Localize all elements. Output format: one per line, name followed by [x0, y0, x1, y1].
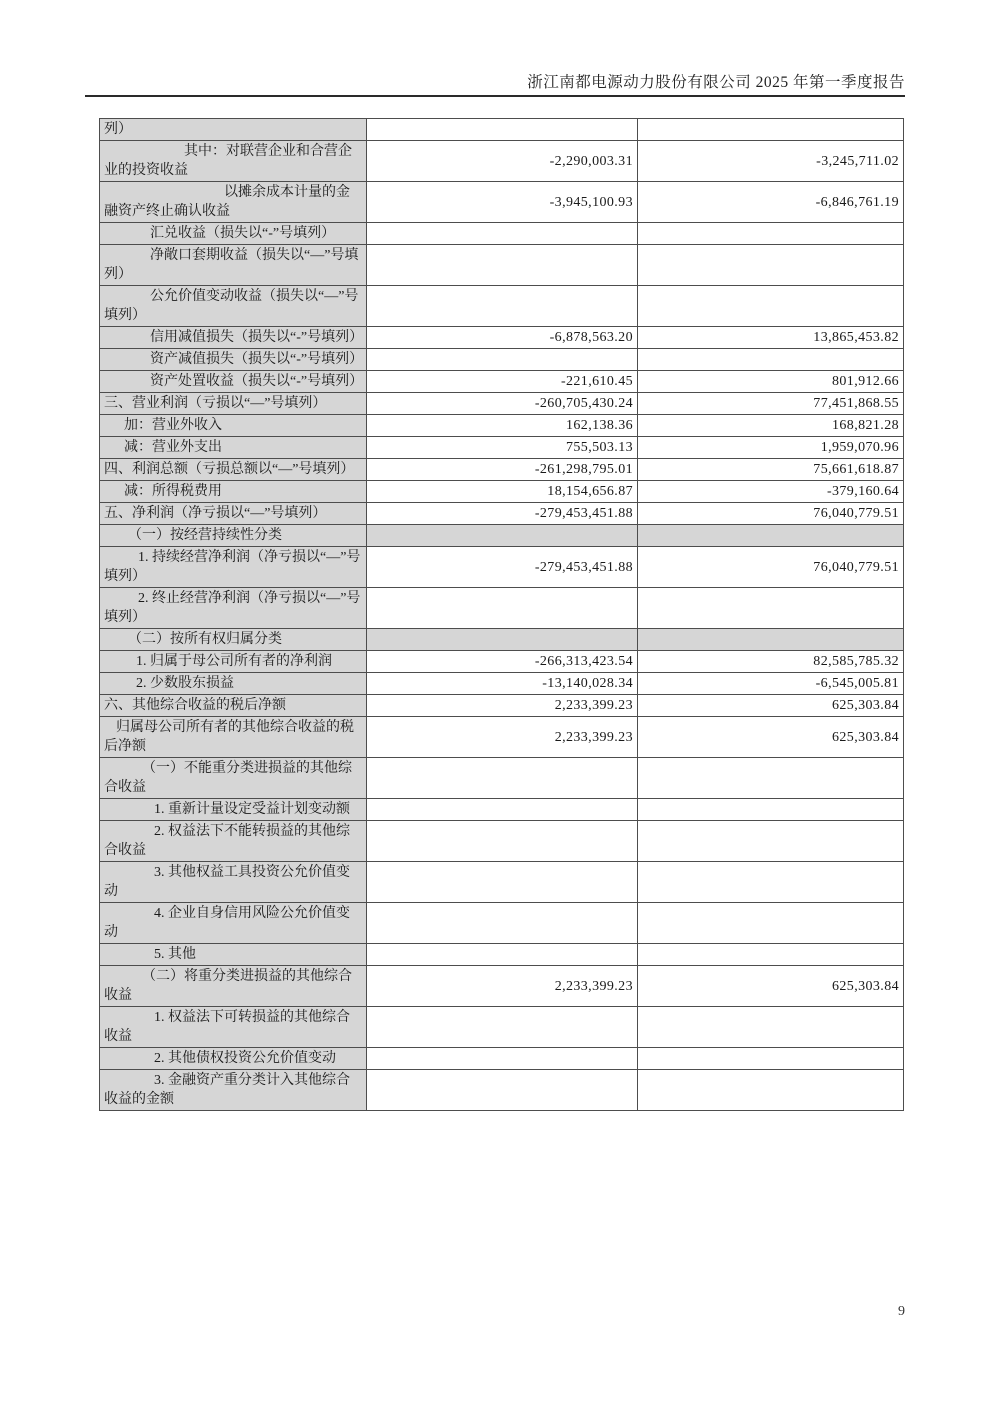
- prior-period-value: 75,661,618.87: [638, 459, 904, 481]
- table-row: [100, 437, 904, 459]
- prior-period-value: [638, 629, 904, 651]
- current-period-value: [367, 799, 638, 821]
- table-row: [100, 966, 904, 1007]
- table-row: [100, 223, 904, 245]
- table-row: [100, 1048, 904, 1070]
- current-period-value: [367, 349, 638, 371]
- prior-period-value: 13,865,453.82: [638, 327, 904, 349]
- table-row: [100, 903, 904, 944]
- current-period-value: [367, 944, 638, 966]
- page-number: 9: [898, 1304, 905, 1319]
- table-row: [100, 651, 904, 673]
- current-period-value: [367, 245, 638, 286]
- current-period-value: -13,140,028.34: [367, 673, 638, 695]
- prior-period-value: [638, 119, 904, 141]
- table-row: [100, 1007, 904, 1048]
- table-row: [100, 525, 904, 547]
- prior-period-value: [638, 903, 904, 944]
- current-period-value: [367, 286, 638, 327]
- current-period-value: [367, 1007, 638, 1048]
- current-period-value: [367, 588, 638, 629]
- table-row: [100, 1070, 904, 1111]
- current-period-value: -279,453,451.88: [367, 547, 638, 588]
- row-label: 汇兑收益（损失以“-”号填列）: [100, 223, 367, 245]
- row-label: （二）按所有权归属分类: [100, 629, 367, 651]
- table-row: [100, 459, 904, 481]
- table-row: [100, 371, 904, 393]
- table-row: [100, 944, 904, 966]
- prior-period-value: -6,846,761.19: [638, 182, 904, 223]
- row-label: 1. 权益法下可转损益的其他综合收益: [100, 1007, 367, 1048]
- row-label: 4. 企业自身信用风险公允价值变动: [100, 903, 367, 944]
- table-row: [100, 821, 904, 862]
- row-label: 3. 其他权益工具投资公允价值变动: [100, 862, 367, 903]
- current-period-value: [367, 525, 638, 547]
- row-label: 1. 持续经营净利润（净亏损以“—”号填列）: [100, 547, 367, 588]
- header-rule-divider: [85, 95, 905, 97]
- table-row: [100, 327, 904, 349]
- table-row: [100, 799, 904, 821]
- current-period-value: [367, 119, 638, 141]
- prior-period-value: 76,040,779.51: [638, 547, 904, 588]
- row-label: 加：营业外收入: [100, 415, 367, 437]
- table-row: [100, 245, 904, 286]
- current-period-value: -3,945,100.93: [367, 182, 638, 223]
- prior-period-value: [638, 223, 904, 245]
- prior-period-value: 801,912.66: [638, 371, 904, 393]
- row-label: 公允价值变动收益（损失以“—”号填列）: [100, 286, 367, 327]
- prior-period-value: 82,585,785.32: [638, 651, 904, 673]
- current-period-value: -260,705,430.24: [367, 393, 638, 415]
- prior-period-value: [638, 525, 904, 547]
- row-label: （一）按经营持续性分类: [100, 525, 367, 547]
- table-row: [100, 481, 904, 503]
- current-period-value: -6,878,563.20: [367, 327, 638, 349]
- table-row: [100, 758, 904, 799]
- current-period-value: [367, 629, 638, 651]
- current-period-value: 755,503.13: [367, 437, 638, 459]
- row-label: 5. 其他: [100, 944, 367, 966]
- prior-period-value: 625,303.84: [638, 695, 904, 717]
- row-label: 资产减值损失（损失以“-”号填列）: [100, 349, 367, 371]
- row-label: 六、其他综合收益的税后净额: [100, 695, 367, 717]
- prior-period-value: [638, 1070, 904, 1111]
- table-row: [100, 629, 904, 651]
- prior-period-value: 625,303.84: [638, 717, 904, 758]
- income-statement-table: [99, 118, 904, 1111]
- row-label: 资产处置收益（损失以“-”号填列）: [100, 371, 367, 393]
- table-row: [100, 695, 904, 717]
- current-period-value: [367, 862, 638, 903]
- current-period-value: -261,298,795.01: [367, 459, 638, 481]
- prior-period-value: [638, 821, 904, 862]
- row-label: 归属母公司所有者的其他综合收益的税后净额: [100, 717, 367, 758]
- current-period-value: -279,453,451.88: [367, 503, 638, 525]
- row-label: 其中：对联营企业和合营企业的投资收益: [100, 141, 367, 182]
- prior-period-value: [638, 286, 904, 327]
- prior-period-value: [638, 245, 904, 286]
- table-row: [100, 588, 904, 629]
- prior-period-value: [638, 588, 904, 629]
- table-row: [100, 182, 904, 223]
- table-row: [100, 393, 904, 415]
- row-label: 列）: [100, 119, 367, 141]
- current-period-value: -2,290,003.31: [367, 141, 638, 182]
- current-period-value: -266,313,423.54: [367, 651, 638, 673]
- current-period-value: 162,138.36: [367, 415, 638, 437]
- prior-period-value: -3,245,711.02: [638, 141, 904, 182]
- prior-period-value: [638, 349, 904, 371]
- row-label: 1. 重新计量设定受益计划变动额: [100, 799, 367, 821]
- prior-period-value: [638, 862, 904, 903]
- current-period-value: [367, 758, 638, 799]
- prior-period-value: -379,160.64: [638, 481, 904, 503]
- current-period-value: [367, 1070, 638, 1111]
- prior-period-value: 168,821.28: [638, 415, 904, 437]
- prior-period-value: 76,040,779.51: [638, 503, 904, 525]
- table-row: [100, 673, 904, 695]
- row-label: 2. 权益法下不能转损益的其他综合收益: [100, 821, 367, 862]
- prior-period-value: 625,303.84: [638, 966, 904, 1007]
- row-label: 信用减值损失（损失以“-”号填列）: [100, 327, 367, 349]
- row-label: （二）将重分类进损益的其他综合收益: [100, 966, 367, 1007]
- prior-period-value: -6,545,005.81: [638, 673, 904, 695]
- row-label: 2. 终止经营净利润（净亏损以“—”号填列）: [100, 588, 367, 629]
- table-row: [100, 119, 904, 141]
- row-label: 四、利润总额（亏损总额以“—”号填列）: [100, 459, 367, 481]
- current-period-value: 2,233,399.23: [367, 966, 638, 1007]
- row-label: 五、净利润（净亏损以“—”号填列）: [100, 503, 367, 525]
- current-period-value: -221,610.45: [367, 371, 638, 393]
- row-label: 净敞口套期收益（损失以“—”号填列）: [100, 245, 367, 286]
- row-label: 减：营业外支出: [100, 437, 367, 459]
- row-label: 三、营业利润（亏损以“—”号填列）: [100, 393, 367, 415]
- table-row: [100, 862, 904, 903]
- prior-period-value: [638, 1007, 904, 1048]
- current-period-value: [367, 903, 638, 944]
- table-row: [100, 349, 904, 371]
- row-label: 减：所得税费用: [100, 481, 367, 503]
- table-row: [100, 503, 904, 525]
- prior-period-value: 77,451,868.55: [638, 393, 904, 415]
- current-period-value: 2,233,399.23: [367, 695, 638, 717]
- prior-period-value: [638, 944, 904, 966]
- prior-period-value: [638, 758, 904, 799]
- table-row: [100, 547, 904, 588]
- table-row: [100, 717, 904, 758]
- row-label: 3. 金融资产重分类计入其他综合收益的金额: [100, 1070, 367, 1111]
- row-label: 1. 归属于母公司所有者的净利润: [100, 651, 367, 673]
- prior-period-value: 1,959,070.96: [638, 437, 904, 459]
- table-row: [100, 415, 904, 437]
- row-label: 2. 其他债权投资公允价值变动: [100, 1048, 367, 1070]
- row-label: 2. 少数股东损益: [100, 673, 367, 695]
- current-period-value: [367, 821, 638, 862]
- current-period-value: [367, 1048, 638, 1070]
- prior-period-value: [638, 799, 904, 821]
- table-row: [100, 141, 904, 182]
- current-period-value: [367, 223, 638, 245]
- current-period-value: 18,154,656.87: [367, 481, 638, 503]
- table-row: [100, 286, 904, 327]
- current-period-value: 2,233,399.23: [367, 717, 638, 758]
- row-label: （一）不能重分类进损益的其他综合收益: [100, 758, 367, 799]
- prior-period-value: [638, 1048, 904, 1070]
- row-label: 以摊余成本计量的金融资产终止确认收益: [100, 182, 367, 223]
- report-header-title: 浙江南都电源动力股份有限公司 2025 年第一季度报告: [527, 74, 905, 91]
